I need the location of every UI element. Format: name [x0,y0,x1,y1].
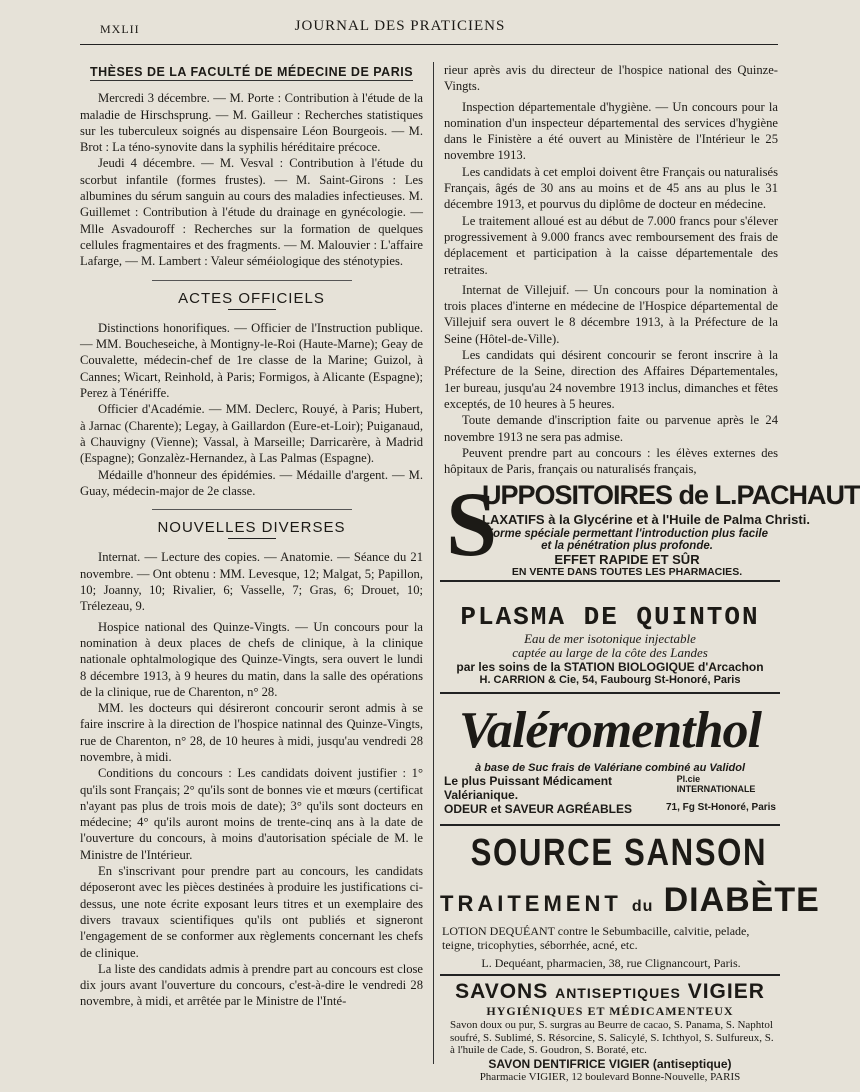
ad-vigier-word: VIGIER [687,980,765,1003]
nouvelles-paragraph: La liste des candidats admis à prendre part au concours est close dix jours avant l'ouverture du concours, c'est-à-dire le vendredi 28 novembre, à midi, et arrêtée par le Ministre de l'Inté- [80,961,423,1009]
ad-vigier-subtitle: HYGIÉNIQUES ET MÉDICAMENTEUX [486,1004,734,1018]
theses-paragraph: Mercredi 3 décembre. — M. Porte : Contribution à l'étude de la maladie de Hirschsprung. — M. Gailleur : Recherches statistiques sur les tuberculeux soignés au dispensaire Léon Bourgeois. — M. Brot : La téno-synovite dans la syphilis héréditaire précoce. [80,91,423,155]
ad-valeromenthol-line: Pl.cie INTERNATIONALE [676,774,756,794]
ad-quinton-line: Eau de mer isotonique injectable [524,631,696,646]
ad-quinton-title: PLASMA DE QUINTON [460,602,760,632]
actes-title: ACTES OFFICIELS [178,289,325,307]
ad-valeromenthol-row [440,802,780,816]
ad-pachaut [440,472,860,582]
page-folio: MXLII [100,22,140,36]
ad-valeromenthol [440,694,780,826]
ad-sanson-title: SOURCE SANSON [470,832,768,874]
ad-valeromenthol-line: Le plus Puissant Médicament Valérianique. [444,774,613,802]
ad-vigier-line: SAVON DENTIFRICE VIGIER (antiseptique) [488,1056,732,1071]
ad-vigier-word: ANTISEPTIQUES [555,985,681,1001]
ad-quinton [440,588,780,694]
section-rule [152,280,352,281]
actes-paragraph: Médaille d'honneur des épidémies. — Médaille d'argent. — M. Guay, médecin-major de 2e classe. [80,467,423,498]
advertisements [440,472,860,1083]
ad-valeromenthol-row [440,774,780,802]
right-paragraph: Le traitement alloué est au début de 7.000 francs pour s'élever progressivement à 9.000 francs avec remboursement des frais de déplacement et participation à la caisse départementale des retraites. [444,213,778,277]
ad-vigier-list: Savon doux ou pur, S. surgras au Beurre de cacao, S. Panama, S. Naphtol soufré, S. Sublimé, S. Résorcine, S. Salicylé, S. Ichthyol, S. Sulfureux, S. à l'huile de Cade, S. Goudron, S. Boraté, etc. [450,1019,774,1056]
ad-quinton-line: par les soins de la STATION BIOLOGIQUE d'Arcachon [456,660,764,674]
right-paragraph: rieur après avis du directeur de l'hospice national des Quinze-Vingts. [444,63,778,94]
journal-title: JOURNAL DES PRATICIENS [294,18,506,34]
right-paragraph: Peuvent prendre part au concours : les élèves externes des hôpitaux de Paris, français ou naturalisés français, [444,445,778,477]
ad-dequeant-line: LOTION DEQUÉANT contre le Sebumbacille, calvitie, pelade, teigne, tricophyties, séborrhée, acné, etc. [442,924,750,952]
nouvelles-paragraph: En s'inscrivant pour prendre part au concours, les candidats déposeront avec les pièces destinées à produire les justifications ci-dessus, une note écrite exposant leurs titres et un exemplaire des divers travaux scientifiques qu'ils ont publiés et signeront l'engagement de se conformer aux règlements concernant les chefs de clinique. [80,864,423,960]
nouvelles-paragraph: Internat. — Lecture des copies. — Anatomie. — Séance du 21 novembre. — Ont obtenu : MM. Levesque, 12; Malgat, 5; Papillon, 10; Joanny, 10; Rivalier, 6; Vasselle, 7; Gras, 6; Drouet, 10; Trélezeau, 9. [80,550,423,614]
ad-pachaut-line: Forme spéciale permettant l'introduction plus facile et la pénétration plus profonde. [486,528,768,552]
header-rule [80,44,778,45]
actes-paragraph: Officier d'Académie. — MM. Declerc, Rouyé, à Paris; Hubert, à Jarnac (Charente); Legay, à Gaillardon (Eure-et-Loir); Puiganaud, à Chauvigny (Vienne); Vassal, à Marseille; Darricarère, à Madrid (Espagne); Gonzalèz-Hernandez, à Las Palmas (Espagne). [80,402,423,466]
actes-paragraph: Distinctions honorifiques. — Officier de l'Instruction publique. — MM. Boucheseiche, à Montigny-le-Roi (Haute-Marne); Geay de Couvalette, médecin-chef de 1re classe de la Marine; Guizol, à Cannes; Wicart, Reinhold, à Paris; Formigos, à Alicante (Espagne); Perez à Ténériffe. [80,320,423,401]
nouvelles-paragraph: MM. les docteurs qui désireront concourir seront admis à se faire inscrire à la direction de l'hospice natinnal des Quinze-Vingts, rue de Charenton, n° 28, de 10 heures à midi, jusqu'au vendredi 28 novembre, à midi. [80,701,423,764]
ad-valeromenthol-line: ODEUR et SAVEUR AGRÉABLES [444,802,633,816]
theses-paragraph: Jeudi 4 décembre. — M. Vesval : Contribution à l'étude du scorbut infantile (formes frustes). — M. Saint-Girons : Les albumines du sérum sanguin au cours des maladies infectieuses. M. Guillemet : Contribution à l'étude du drainage en gynécologie. — Mlle Asvadouroff : Recherches sur la formation de quelques cellules fragmentaires et des fragments. — M. Malouvier : L'affaire Lafarge, — M. Lambert : Valeur séméiologique des sténotypies. [80,156,423,269]
ad-quinton-line: H. CARRION & Cie, 54, Faubourg St-Honoré, Paris [479,674,741,686]
section-rule [152,509,352,510]
ad-valeromenthol-title: Valéromenthol [459,702,761,759]
right-paragraph: Internat de Villejuif. — Un concours pour la nomination à trois places d'interne en médecine de l'Hospice départemental de Villejuif sera ouvert le 8 décembre 1913, à la Préfecture de la Seine (Hôtel-de-Ville). [444,282,778,346]
running-head [0,18,800,44]
ad-quinton-line: captée au large de la côte des Landes [512,645,708,660]
nouvelles-title: NOUVELLES DIVERSES [157,519,346,537]
ad-sanson-word: TRAITEMENT [440,891,622,916]
ad-pachaut-line: LAXATIFS à la Glycérine et à l'Huile de Palma Christi. [482,512,810,527]
ad-sanson-subtitle [440,881,820,920]
nouvelles-paragraph: Hospice national des Quinze-Vingts. — Un concours pour la nomination à deux places de chefs de clinique, à la clinique nationale ophtalmologique des Quinze-Vingts, sera ouvert le lundi 8 décembre 1913, à 9 heures du matin, dans la salle des opérations de la clinique, rue de Charenton, n° 28. [80,619,423,699]
column-divider [433,62,434,1064]
ad-vigier-title [440,976,780,1004]
ad-vigier [440,976,780,1083]
ad-vigier-word: SAVONS [455,980,549,1003]
nouvelles-paragraph: Conditions du concours : Les candidats doivent justifier : 1° qu'ils sont Français; 2° qu'ils sont de bonnes vie et mœurs (certificat n'ayant pas plus de trois mois de date); 3° qu'ils sont docteurs en médecine; 4° qu'ils auront moins de trente-cinq ans à la date de l'ouverture du concours, à moins d'autorisation spéciale de M. le Ministre de l'Intérieur. [80,766,423,862]
right-paragraph: Inspection départementale d'hygiène. — Un concours pour la nomination d'un inspecteur départemental des services d'hygiène dans le Finistère a été ouvert au Ministère de l'Intérieur le 25 novembre 1913. [444,99,778,163]
ad-valeromenthol-line: à base de Suc frais de Valériane combiné au Validol [474,762,745,774]
theses-title: THÈSES DE LA FACULTÉ DE MÉDECINE DE PARIS [89,65,414,79]
ad-dequeant-line: L. Dequéant, pharmacien, 38, rue Clignancourt, Paris. [481,956,741,970]
ad-pachaut-title: UPPOSITOIRES de L.PACHAUT [482,480,860,510]
right-paragraph: Les candidats qui désirent concourir se feront inscrire à la Préfecture de la Seine, direction des Affaires Départementales, 1er bureau, jusqu'au 24 novembre 1913 inclus, dimanches et fêtes exceptés, de 10 heures à 5 heures. [444,348,778,411]
ad-pachaut-line: EFFET RAPIDE ET SÛR [554,552,700,567]
ad-vigier-line: Pharmacie VIGIER, 12 boulevard Bonne-Nouvelle, PARIS [479,1070,741,1083]
title-rule [228,309,276,310]
ad-sanson-word: DIABÈTE [663,881,820,919]
right-paragraph: Toute demande d'inscription faite ou parvenue après le 24 novembre 1913 ne sera pas admise. [444,413,778,444]
right-column [444,62,778,477]
ad-valeromenthol-line: 71, Fg St-Honoré, Paris [665,802,776,813]
ad-sanson [440,826,820,976]
right-paragraph: Les candidats à cet emploi doivent être Français ou naturalisés Français, âgés de 30 ans au moins et de 45 ans au plus le 31 décembre 1913, et pourvus du diplôme de docteur en médecine. [444,164,778,212]
ad-sanson-word: du [631,898,654,915]
ad-pachaut-initial: S [446,473,498,575]
left-column [80,62,423,1010]
title-rule [228,538,276,539]
ad-pachaut-line: EN VENTE DANS TOUTES LES PHARMACIES. [511,566,743,578]
